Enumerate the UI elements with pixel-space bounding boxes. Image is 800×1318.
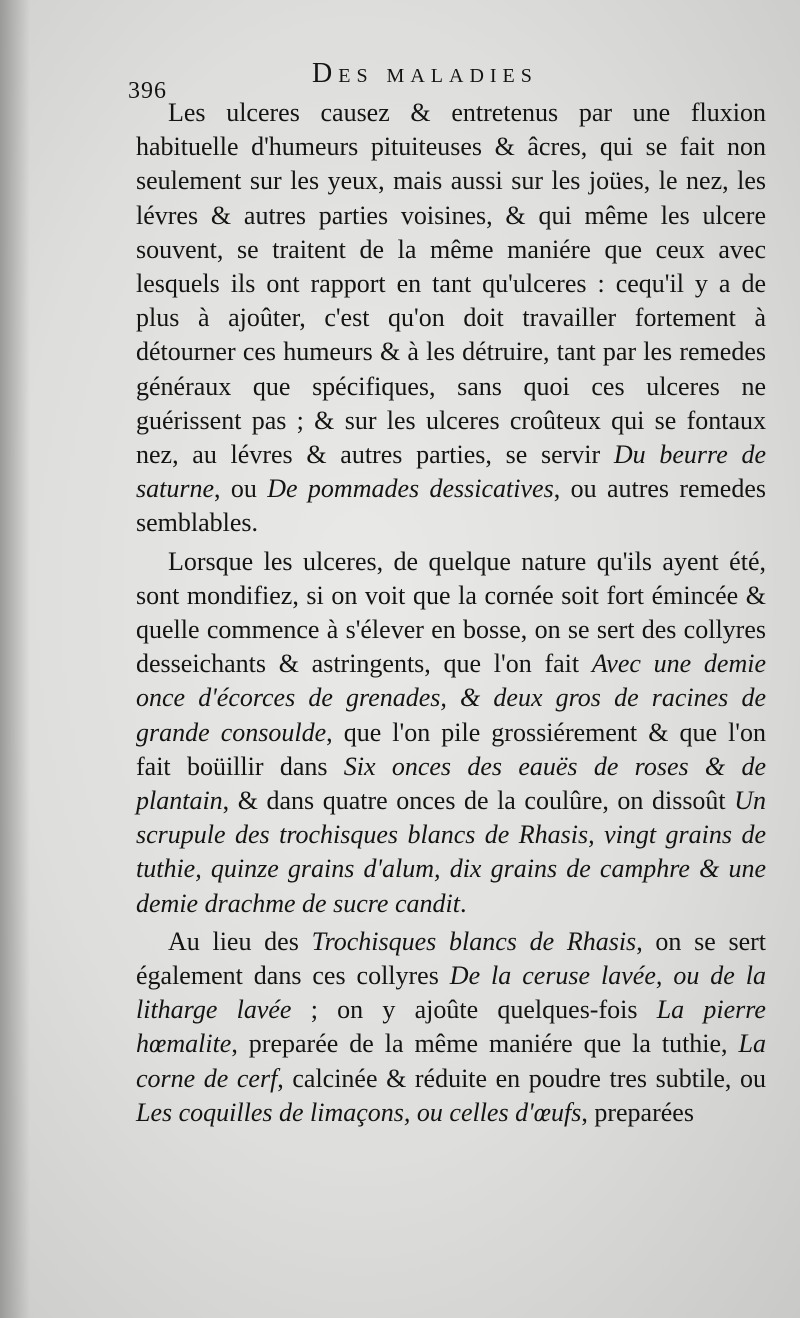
paragraph-2 [136, 545, 766, 921]
text-segment: ; on y ajoûte quelques-fois [291, 995, 657, 1025]
running-head: Des maladies [312, 58, 538, 89]
italic-segment: De la ceruse lavée, ou de la litharge lavée [136, 961, 766, 1025]
spine-shadow [0, 0, 30, 1318]
text-segment: , preparée de la même maniére que la tuthie, [231, 1029, 739, 1059]
text-segment: Lorsque les ulceres, de quelque nature qu'ils ayent été, sont mondifiez, si on voit que la cornée soit fort émincée & quelle commence à s'élever en bosse, on se sert des collyres desseichants & astringents, que l'on fait [136, 546, 766, 679]
italic-segment: Du beurre de saturne [136, 440, 766, 504]
text-segment: , calcinée & réduite en poudre tres subtile, ou [277, 1063, 766, 1093]
italic-segment: La corne de cerf [136, 1029, 766, 1093]
italic-segment: Un scrupule des trochisques blancs de Rhasis, vingt grains de tuthie, quinze grains d'alum, dix grains de camphre & une demie drachme de sucre candit [136, 786, 766, 918]
italic-segment: De pommades dessicatives [267, 474, 554, 504]
italic-segment: Six onces des eauës de roses & de plantain [136, 751, 766, 816]
italic-segment: Les coquilles de limaçons, ou celles d'œufs [136, 1097, 582, 1127]
text-segment: , preparées [581, 1097, 694, 1127]
text-segment: Les ulceres causez & entretenus par une fluxion habituelle d'humeurs pituiteuses & âcres, qui se fait non seulement sur les yeux, mais aussi sur les joües, le nez, les lévres & autres parties voisines, & qui même les ulcere souvent, se traitent de la même maniére que ceux avec lesquels ils ont rapport en tant qu'ulceres : cequ'il y a de plus à ajoûter, c'est qu'on doit travailler fortement à détourner ces humeurs & à les détruire, tant par les remedes généraux que spécifiques, sans quoi ces ulceres ne guérissent pas ; & sur les ulceres croûteux qui se fontaux nez, au lévres & autres parties, se servir [136, 98, 766, 470]
page-number: 396 [128, 78, 167, 104]
italic-segment: Trochisques blancs de Rhasis [311, 926, 637, 956]
paragraph-3 [136, 925, 766, 1130]
paragraph-1 [136, 96, 766, 541]
text-segment: , que l'on pile grossiérement & que l'on fait boüillir dans [136, 717, 766, 781]
text-segment: , on se sert également dans ces collyres [136, 926, 767, 991]
text-segment: . [459, 888, 467, 918]
italic-segment: La pierre hœmalite [136, 995, 766, 1059]
text-segment: , & dans quatre onces de la coulûre, on dissoût [222, 786, 735, 816]
text-segment: , ou [214, 474, 268, 504]
italic-segment: Avec une demie once d'écorces de grenades, & deux gros de racines de grande consoulde [136, 649, 766, 747]
text-segment: Au lieu des [168, 926, 312, 956]
text-segment: , ou autres remedes semblables. [136, 474, 767, 538]
body-text [136, 96, 766, 1134]
